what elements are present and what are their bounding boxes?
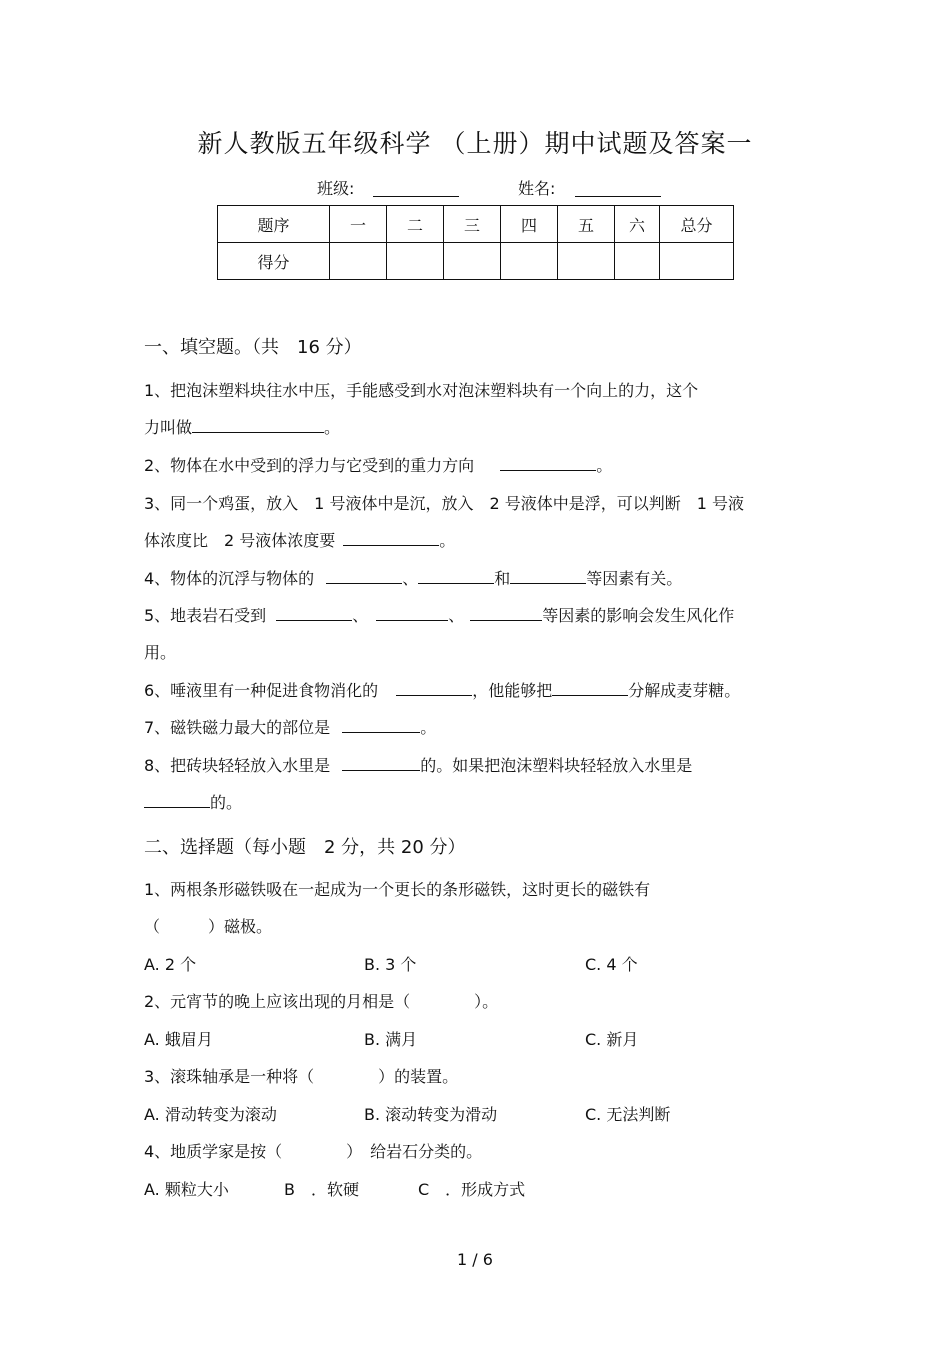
score-cell [387, 243, 444, 280]
score-header-cell: 五 [558, 206, 615, 243]
question-text: 。 [420, 718, 437, 737]
option-b: B. 滚动转变为滑动 [364, 1105, 498, 1124]
score-cell [330, 243, 387, 280]
answer-blank [342, 754, 420, 771]
question-1-8-line-2 [144, 790, 242, 813]
page-number: 1 / 6 [457, 1250, 493, 1269]
section-1-heading: 一、填空题。（共 16 分） [144, 337, 362, 358]
question-2-2: 2、元宵节的晚上应该出现的月相是（ ）。 [144, 992, 499, 1011]
answer-blank [326, 567, 402, 584]
question-text: 。 [439, 531, 456, 550]
class-blank [373, 178, 459, 197]
score-header-cell: 四 [501, 206, 558, 243]
section-2-heading: 二、选择题（每小题 2 分，共 20 分） [144, 837, 466, 858]
question-text: 、 [448, 606, 465, 625]
question-text: 4、物体的沉浮与物体的 [144, 569, 315, 588]
question-text: 6、唾液里有一种促进食物消化的 [144, 681, 379, 700]
name-blank [575, 178, 661, 197]
question-text: 、 [402, 569, 419, 588]
question-text: 5、地表岩石受到 [144, 606, 267, 625]
answer-blank [552, 679, 628, 696]
question-1-1-line-1: 1、把泡沫塑料块往水中压，手能感受到水对泡沫塑料块有一个向上的力，这个 [144, 381, 699, 400]
question-text: 的。如果把泡沫塑料块轻轻放入水里是 [420, 756, 693, 775]
class-label: 班级: [317, 179, 355, 198]
question-1-8-line-1 [144, 753, 692, 776]
question-text: 7、磁铁磁力最大的部位是 [144, 718, 331, 737]
score-cell [558, 243, 615, 280]
option-c: C. 新月 [585, 1030, 639, 1049]
option-a: A. 2 个 [144, 955, 197, 974]
question-text: 2、物体在水中受到的浮力与它受到的重力方向 [144, 456, 475, 475]
question-1-3-line-2 [144, 528, 455, 551]
question-2-4: 4、地质学家是按（ ） 给岩石分类的。 [144, 1142, 483, 1161]
question-1-4 [144, 566, 682, 589]
question-1-6 [144, 678, 740, 701]
score-row-label: 得分 [218, 243, 330, 280]
answer-blank [500, 454, 596, 471]
question-text: 等因素有关。 [586, 569, 683, 588]
score-table-header-row [218, 206, 734, 243]
answer-blank [342, 716, 420, 733]
question-2-1-line-1: 1、两根条形磁铁吸在一起成为一个更长的条形磁铁，这时更长的磁铁有 [144, 880, 651, 899]
question-text: 、 [352, 606, 369, 625]
question-1-7 [144, 715, 436, 738]
question-text: 的。 [210, 793, 243, 812]
option-a: A. 蛾眉月 [144, 1030, 213, 1049]
option-c: C ．形成方式 [418, 1180, 526, 1199]
option-c: C. 4 个 [585, 955, 638, 974]
question-1-5-line-1 [144, 603, 734, 626]
score-cell [615, 243, 660, 280]
answer-blank [470, 604, 542, 621]
score-header-cell: 一 [330, 206, 387, 243]
score-cell [660, 243, 734, 280]
question-text: 等因素的影响会发生风化作 [542, 606, 735, 625]
question-text: 分解成麦芽糖。 [628, 681, 741, 700]
score-header-cell: 六 [615, 206, 660, 243]
question-2-3: 3、滚珠轴承是一种将（ ）的装置。 [144, 1067, 459, 1086]
answer-blank [376, 604, 448, 621]
answer-blank [276, 604, 352, 621]
score-header-cell: 三 [444, 206, 501, 243]
option-a: A. 颗粒大小 [144, 1180, 229, 1199]
question-text: 体浓度比 2 号液体浓度要 [144, 531, 336, 550]
score-cell [444, 243, 501, 280]
option-b: B. 3 个 [364, 955, 417, 974]
score-table-row [218, 243, 734, 280]
question-text: 力叫做 [144, 418, 193, 437]
option-a: A. 滑动转变为滚动 [144, 1105, 277, 1124]
score-header-cell: 二 [387, 206, 444, 243]
answer-blank [343, 529, 439, 546]
answer-blank [418, 567, 494, 584]
question-text: 8、把砖块轻轻放入水里是 [144, 756, 331, 775]
answer-blank [396, 679, 472, 696]
score-cell [501, 243, 558, 280]
score-header-cell: 总分 [660, 206, 734, 243]
name-label: 姓名: [518, 179, 556, 198]
answer-blank [192, 416, 324, 433]
page-title: 新人教版五年级科学 （上册）期中试题及答案一 [197, 129, 753, 158]
score-header-cell: 题序 [218, 206, 330, 243]
score-table [217, 205, 734, 280]
question-1-2 [144, 453, 612, 476]
option-b: B. 满月 [364, 1030, 418, 1049]
question-1-1-line-2 [144, 415, 340, 438]
question-1-5-line-2: 用。 [144, 643, 177, 662]
option-c: C. 无法判断 [585, 1105, 671, 1124]
question-text: ，他能够把 [472, 681, 553, 700]
question-2-1-line-2: （ ）磁极。 [144, 917, 273, 936]
answer-blank [510, 567, 586, 584]
question-text: 。 [596, 456, 613, 475]
answer-blank [144, 791, 210, 808]
question-text: 和 [494, 569, 511, 588]
question-1-3-line-1: 3、同一个鸡蛋，放入 1 号液体中是沉，放入 2 号液体中是浮，可以判断 1 号液 [144, 494, 744, 513]
question-text: 。 [324, 418, 341, 437]
option-b: B ．软硬 [284, 1180, 359, 1199]
